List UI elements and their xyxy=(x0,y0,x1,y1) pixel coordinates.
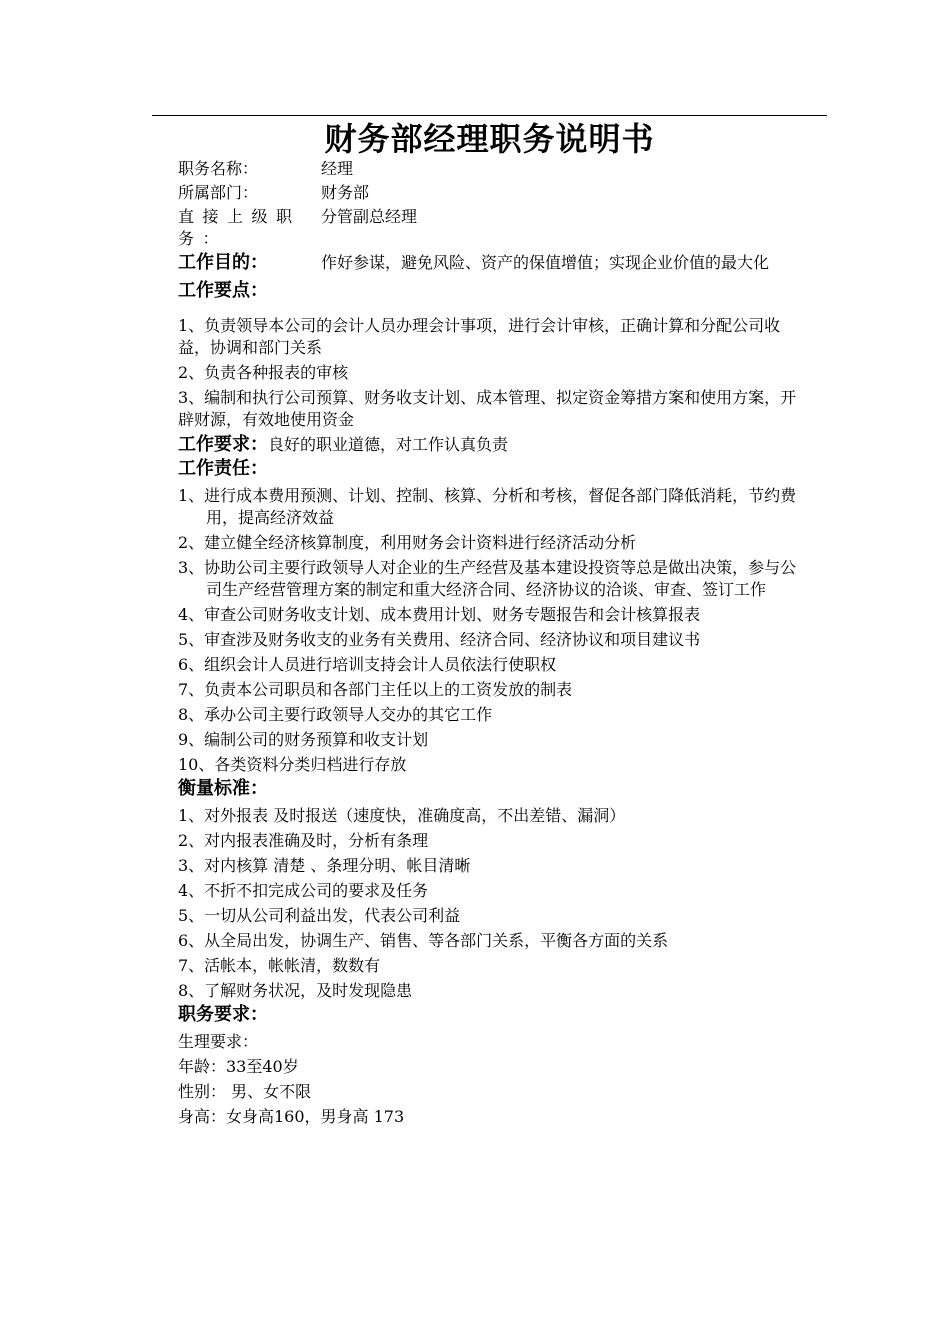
document-body xyxy=(178,156,803,1128)
section-heading-job-requirements: 职务要求： xyxy=(178,1004,268,1025)
info-row-superior xyxy=(178,204,803,250)
info-value: 作好参谋，避免风险、资产的保值增值；实现企业价值的最大化 xyxy=(321,253,770,272)
info-label: 职务名称： xyxy=(178,159,259,178)
list-item: 7、活帐本，帐帐清，数数有 xyxy=(178,956,381,975)
section-heading-standards: 衡量标准： xyxy=(178,778,268,799)
list-item: 2、对内报表准确及时，分析有条理 xyxy=(178,831,429,850)
list-item: 4、审查公司财务收支计划、成本费用计划、财务专题报告和会计核算报表 xyxy=(178,605,701,624)
section-heading-key-points: 工作要点： xyxy=(178,280,268,301)
list-item: 5、一切从公司利益出发，代表公司利益 xyxy=(178,906,461,925)
list-item: 4、不折不扣完成公司的要求及任务 xyxy=(178,881,429,900)
list-item: 性别： 男、女不限 xyxy=(178,1082,312,1101)
list-item: 3、编制和执行公司预算、财务收支计划、成本管理、拟定资金筹措方案和使用方案，开辟财源，有效地使用资金 xyxy=(178,388,797,429)
list-item: 6、组织会计人员进行培训支持会计人员依法行使职权 xyxy=(178,655,557,674)
list-item: 6、从全局出发，协调生产、销售、等各部门关系，平衡各方面的关系 xyxy=(178,931,669,950)
section-heading-responsibilities: 工作责任： xyxy=(178,458,268,479)
list-item: 9、编制公司的财务预算和收支计划 xyxy=(178,730,429,749)
header-rule xyxy=(152,115,827,116)
list-item: 1、对外报表 及时报送（速度快，准确度高，不出差错、漏洞） xyxy=(178,806,626,825)
list-item: 身高：女身高160，男身高 173 xyxy=(178,1107,405,1126)
list-item: 生理要求： xyxy=(178,1032,259,1051)
list-item: 7、负责本公司职员和各部门主任以上的工资发放的制表 xyxy=(178,680,573,699)
section-heading-work-requirement: 工作要求： xyxy=(178,434,268,455)
list-item: 8、了解财务状况，及时发现隐患 xyxy=(178,981,413,1000)
list-item: 10、各类资料分类归档进行存放 xyxy=(178,755,407,774)
key-points-list xyxy=(178,312,803,431)
list-item: 2、建立健全经济核算制度，利用财务会计资料进行经济活动分析 xyxy=(178,533,637,552)
list-item: 3、对内核算 清楚 、条理分明、帐目清晰 xyxy=(178,856,471,875)
list-item: 年龄：33至40岁 xyxy=(178,1057,299,1076)
info-row-name xyxy=(178,156,803,180)
document-title: 财务部经理职务说明书 xyxy=(324,120,655,158)
info-value: 分管副总经理 xyxy=(321,207,418,226)
info-value: 财务部 xyxy=(321,183,370,202)
list-item: 8、承办公司主要行政领导人交办的其它工作 xyxy=(178,705,493,724)
list-item: 2、负责各种报表的审核 xyxy=(178,363,349,382)
standards-list xyxy=(178,802,803,1002)
work-requirement-text: 良好的职业道德，对工作认真负责 xyxy=(268,435,509,454)
job-requirements-list xyxy=(178,1028,803,1128)
info-label: 工作目的： xyxy=(178,252,268,273)
responsibilities-list xyxy=(178,482,803,776)
list-item: 3、协助公司主要行政领导人对企业的生产经营及基本建设投资等总是做出决策，参与公司生产经营管理方案的制定和重大经济合同、经济协议的洽谈、审查、签订工作 xyxy=(178,558,797,599)
info-value: 经理 xyxy=(321,159,354,178)
work-requirement-row xyxy=(178,431,803,456)
list-item: 1、进行成本费用预测、计划、控制、核算、分析和考核，督促各部门降低消耗，节约费用，提高经济效益 xyxy=(178,486,797,527)
list-item: 5、审查涉及财务收支的业务有关费用、经济合同、经济协议和项目建议书 xyxy=(178,630,701,649)
info-label: 所属部门： xyxy=(178,183,259,202)
list-item: 1、负责领导本公司的会计人员办理会计事项，进行会计审核，正确计算和分配公司收益，协调和部门关系 xyxy=(178,316,781,357)
info-row-dept xyxy=(178,180,803,204)
info-row-purpose xyxy=(178,250,803,274)
info-label: 直接上级职务： xyxy=(178,207,301,248)
